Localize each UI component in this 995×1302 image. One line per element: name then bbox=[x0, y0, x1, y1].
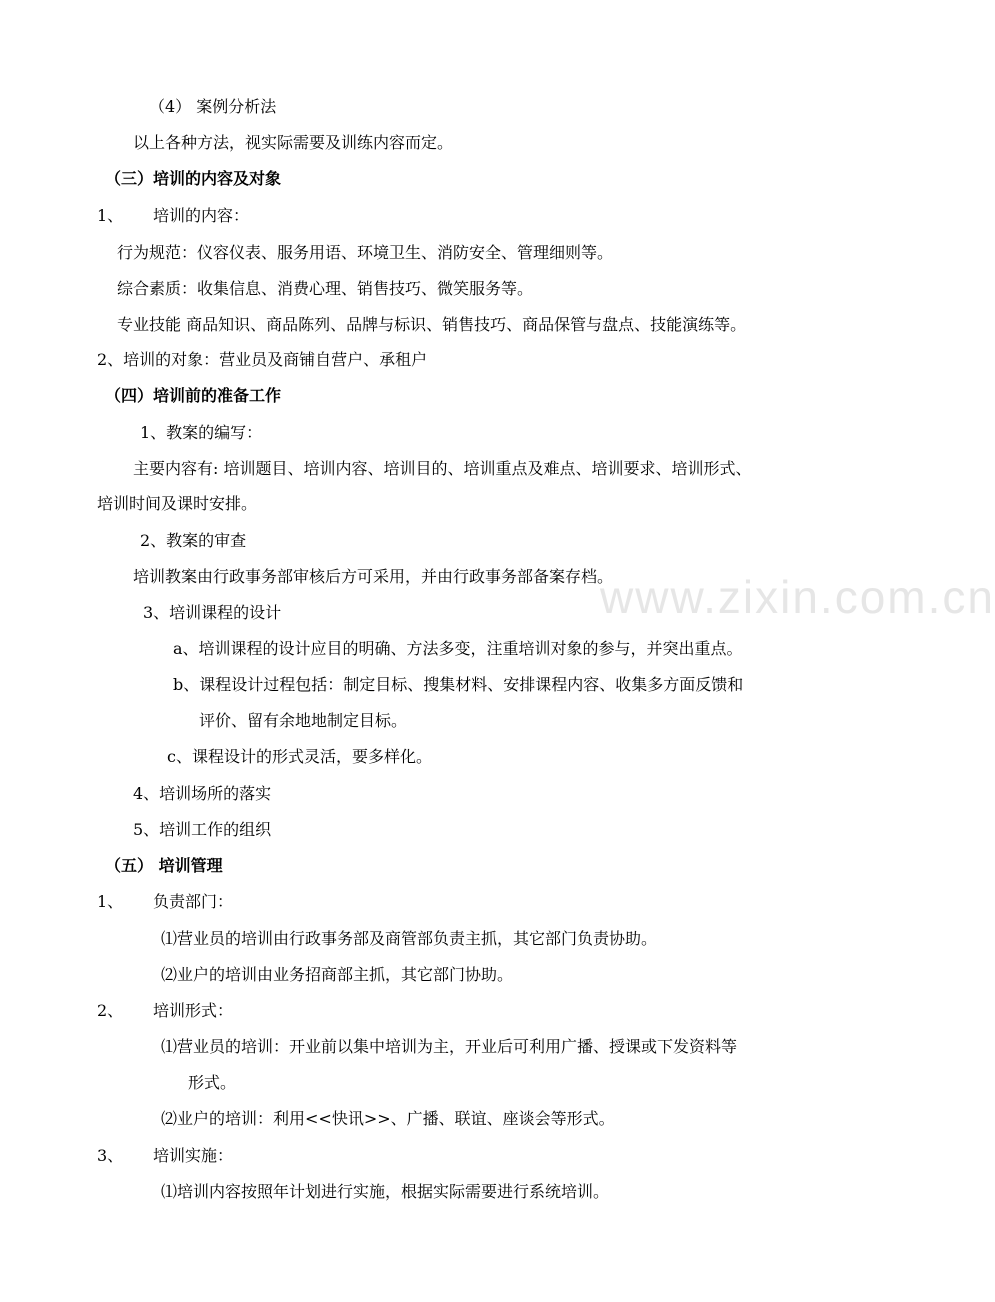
mgmt-3-num: 3、 bbox=[97, 1146, 124, 1165]
mgmt-2-num: 2、 bbox=[97, 1001, 124, 1020]
prep-1: 1、教案的编写： bbox=[140, 423, 263, 442]
methods-note: 以上各种方法，视实际需要及训练内容而定。 bbox=[133, 133, 454, 152]
mgmt-2-item-2: ⑵业户的培训：利用<<快讯>>、广播、联谊、座谈会等形式。 bbox=[161, 1109, 615, 1128]
prep-3-c: c、课程设计的形式灵活，要多样化。 bbox=[167, 747, 432, 766]
mgmt-1-label: 负责部门： bbox=[153, 892, 234, 911]
mgmt-1-item-1: ⑴营业员的培训由行政事务部及商管部负责主抓，其它部门负责协助。 bbox=[161, 929, 658, 948]
item-1-num: 1、 bbox=[97, 206, 124, 225]
mgmt-2-item-1: ⑴营业员的培训：开业前以集中培训为主，开业后可利用广播、授课或下发资料等 bbox=[161, 1037, 738, 1056]
watermark: www.zixin.com.cn bbox=[600, 571, 995, 623]
training-targets: 2、培训的对象：营业员及商铺自营户、承租户 bbox=[97, 350, 428, 369]
mgmt-3-label: 培训实施： bbox=[153, 1146, 234, 1165]
prep-4: 4、培训场所的落实 bbox=[133, 784, 272, 803]
prep-1-content: 主要内容有: 培训题目、培训内容、培训目的、培训重点及难点、培训要求、培训形式、 bbox=[133, 459, 752, 478]
prep-2-content: 培训教案由行政事务部审核后方可采用，并由行政事务部备案存档。 bbox=[133, 567, 614, 586]
prep-3: 3、培训课程的设计 bbox=[143, 603, 282, 622]
content-quality: 综合素质：收集信息、消费心理、销售技巧、微笑服务等。 bbox=[117, 279, 534, 298]
prep-5: 5、培训工作的组织 bbox=[133, 820, 272, 839]
section-4-heading: （四）培训前的准备工作 bbox=[105, 386, 282, 405]
method-4: （4） 案例分析法 bbox=[149, 97, 277, 116]
prep-1-content-cont: 培训时间及课时安排。 bbox=[97, 494, 258, 513]
section-3-heading: （三）培训的内容及对象 bbox=[105, 169, 282, 188]
content-skills: 专业技能 商品知识、商品陈列、品牌与标识、销售技巧、商品保管与盘点、技能演练等。 bbox=[117, 315, 747, 334]
item-1-label: 培训的内容： bbox=[153, 206, 250, 225]
section-5-heading: （五） 培训管理 bbox=[105, 856, 223, 875]
mgmt-2-item-1-cont: 形式。 bbox=[188, 1073, 237, 1092]
prep-3-b-cont: 评价、留有余地地制定目标。 bbox=[199, 711, 408, 730]
prep-3-b: b、课程设计过程包括：制定目标、搜集材料、安排课程内容、收集多方面反馈和 bbox=[173, 675, 744, 694]
mgmt-3-item-1: ⑴培训内容按照年计划进行实施，根据实际需要进行系统培训。 bbox=[161, 1182, 610, 1201]
mgmt-1-item-2: ⑵业户的培训由业务招商部主抓，其它部门协助。 bbox=[161, 965, 514, 984]
mgmt-1-num: 1、 bbox=[97, 892, 124, 911]
content-behavior: 行为规范：仪容仪表、服务用语、环境卫生、消防安全、管理细则等。 bbox=[117, 243, 614, 262]
mgmt-2-label: 培训形式： bbox=[153, 1001, 234, 1020]
prep-3-a: a、培训课程的设计应目的明确、方法多变，注重培训对象的参与，并突出重点。 bbox=[173, 639, 743, 658]
prep-2: 2、教案的审查 bbox=[140, 531, 247, 550]
